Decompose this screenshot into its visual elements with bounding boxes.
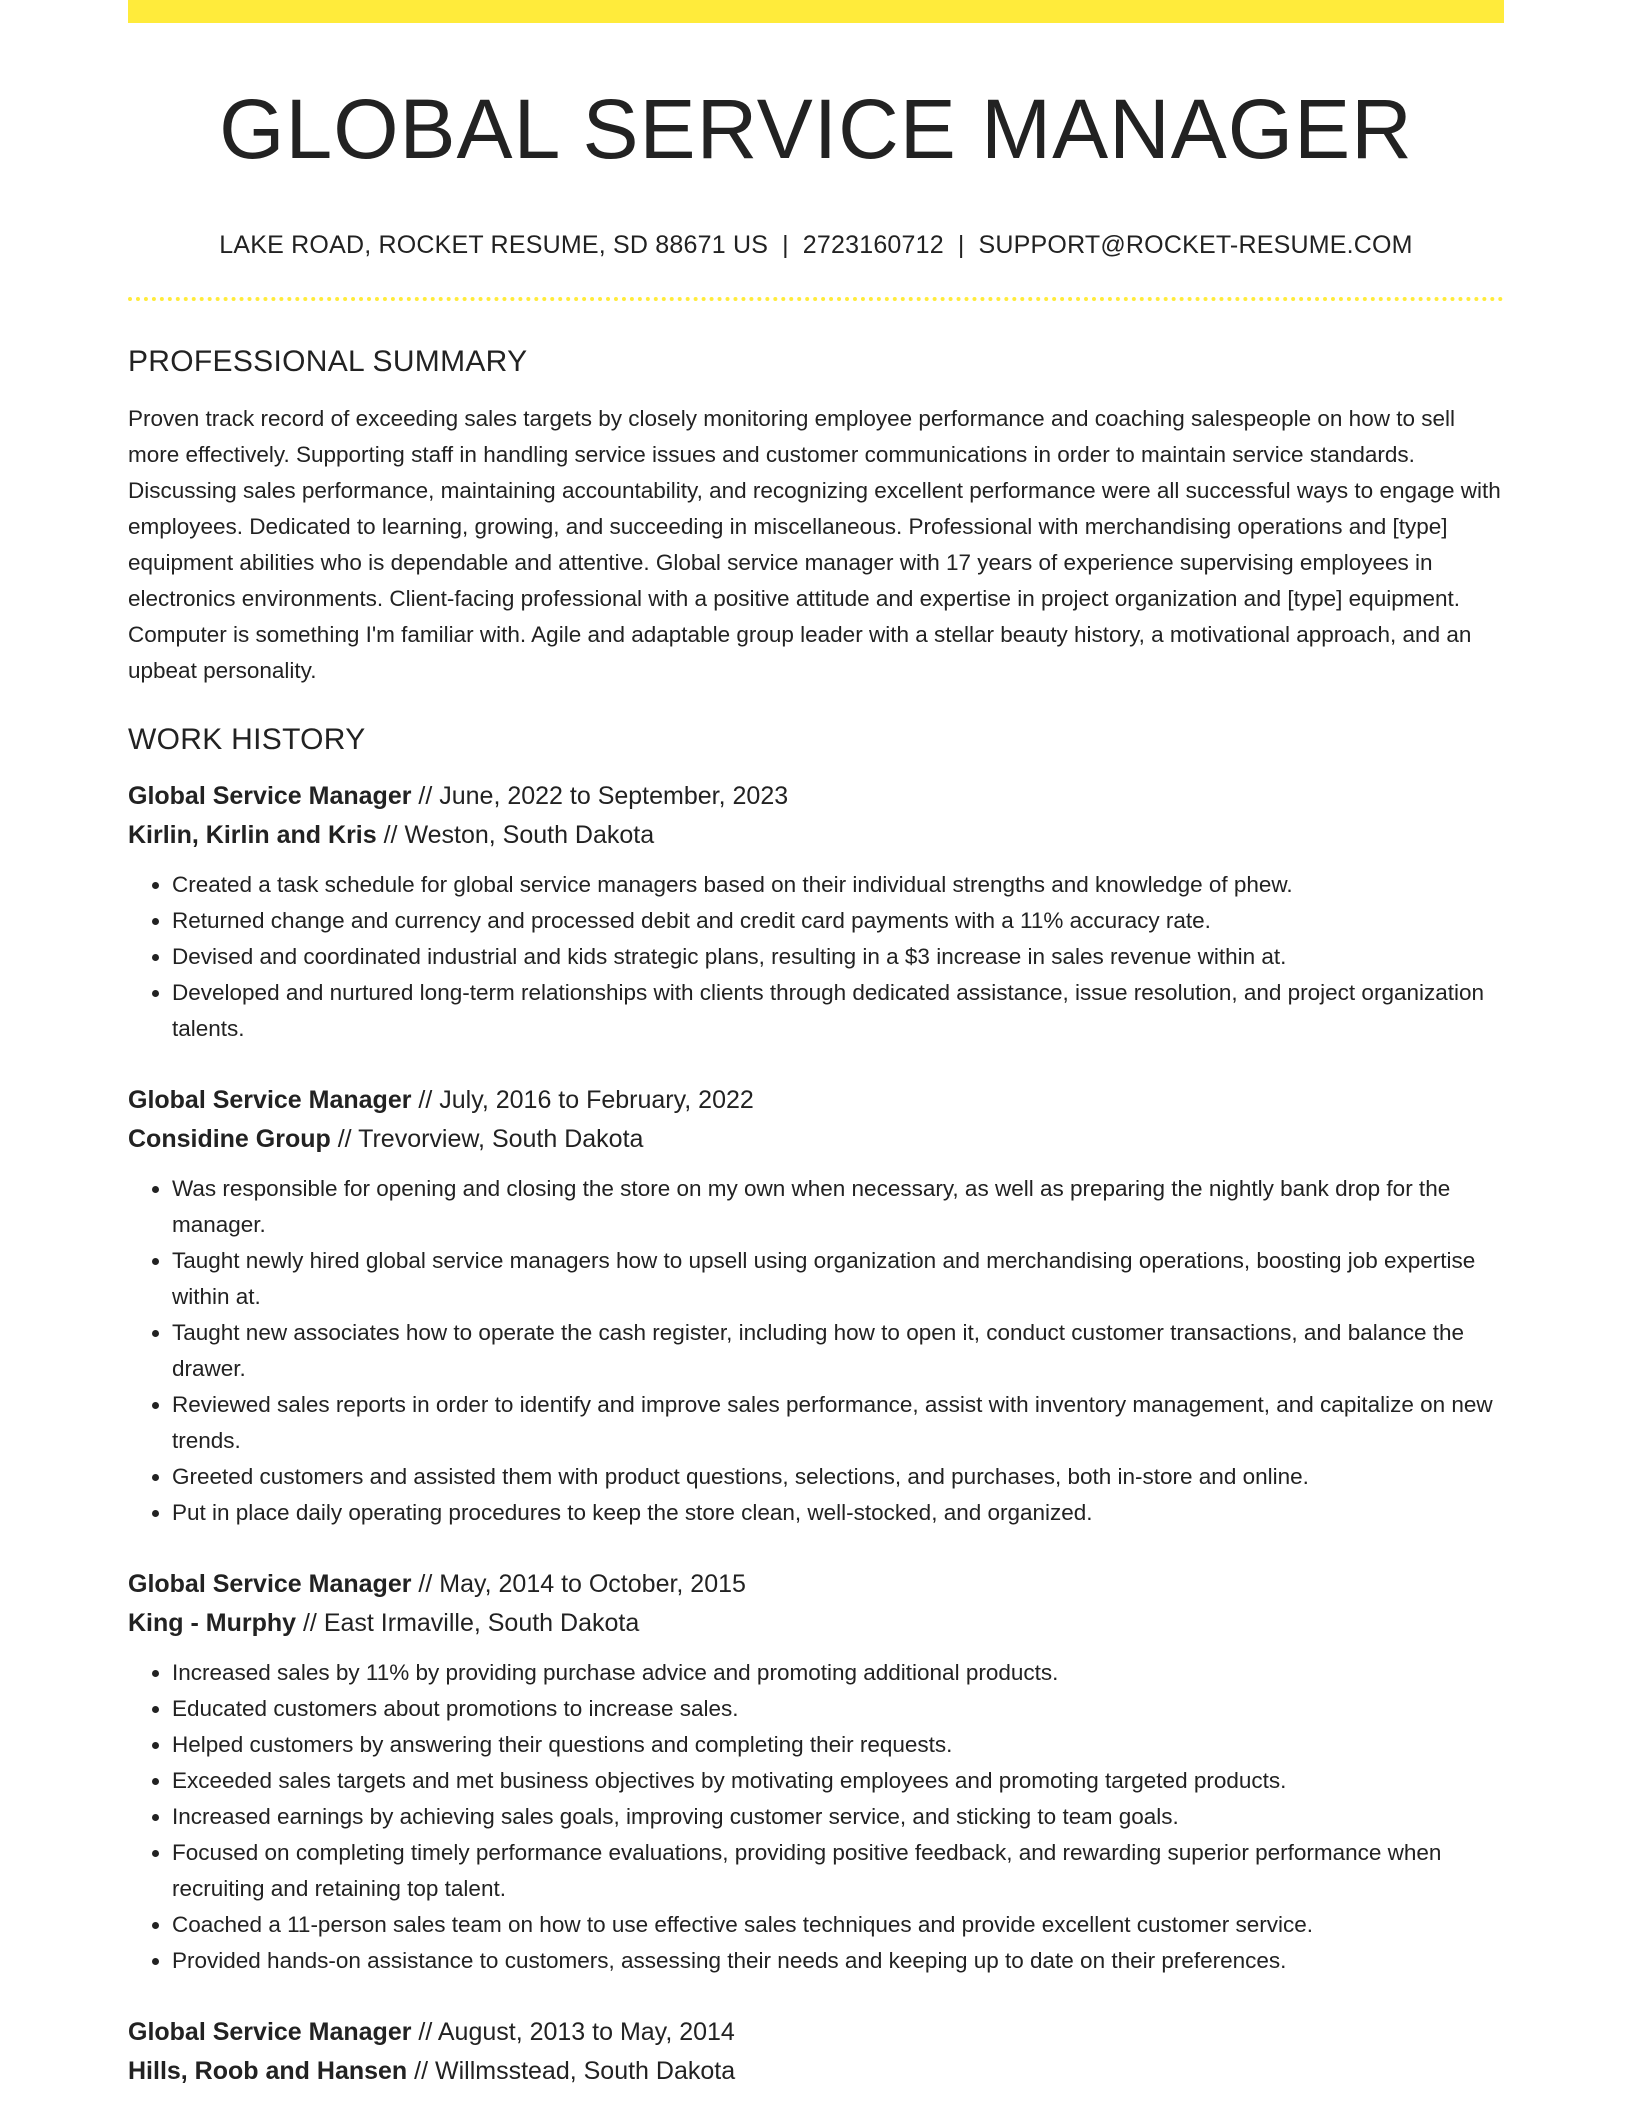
job-location: // Trevorview, South Dakota [337,1125,644,1154]
job-title: Global Service Manager [128,2018,412,2047]
contact-line [128,231,1504,260]
job-title: Global Service Manager [128,1570,412,1599]
job-bullet: • Coached a 11-person sales team on how to use effective sales techniques and provide excellent customer service. [172,1907,1504,1943]
work-history-heading: WORK HISTORY [128,723,366,757]
contact-email: SUPPORT@ROCKET-RESUME.COM [978,231,1413,260]
job-bullet: • Provided hands-on assistance to customers, assessing their needs and keeping up to date on their preferences. [172,1943,1504,1979]
job-entry [128,2013,1504,2091]
job-title-line [128,2013,1504,2052]
job-dates: // June, 2022 to September, 2023 [418,782,789,811]
contact-phone: 2723160712 [802,231,944,260]
job-bullet: • Created a task schedule for global service managers based on their individual strengths and knowledge of phew. [172,867,1504,903]
job-title: Global Service Manager [128,782,412,811]
job-bullet: • Greeted customers and assisted them with product questions, selections, and purchases, both in-store and online. [172,1459,1504,1495]
job-company-line [128,1120,1504,1159]
job-bullet: • Returned change and currency and processed debit and credit card payments with a 11% accuracy rate. [172,903,1504,939]
job-company-line [128,816,1504,855]
job-bullet: • Put in place daily operating procedures to keep the store clean, well-stocked, and organized. [172,1495,1504,1531]
contact-separator: | [782,231,789,260]
job-bullet: • Developed and nurtured long-term relationships with clients through dedicated assistance, issue resolution, and project organization talents. [172,975,1504,1047]
job-bullets [128,867,1504,1047]
job-entry [128,777,1504,1047]
job-bullets [128,1171,1504,1531]
job-company: Considine Group [128,1125,331,1154]
job-bullet: • Increased earnings by achieving sales goals, improving customer service, and sticking to team goals. [172,1799,1504,1835]
contact-separator: | [957,231,965,260]
summary-text: Proven track record of exceeding sales targets by closely monitoring employee performance and coaching salespeople on how to sell more effectively. Supporting staff in handling service issues and customer communications in order to maintain service standards. Discussing sales performance, maintaining accountability, and recognizing excellent performance were all successful ways to engage with employees. Dedicated to learning, growing, and succeeding in miscellaneous. Professional with merchandising operations and [type] equipment abilities who is dependable and attentive. Global service manager with 17 years of experience supervising employees in electronics environments. Client-facing professional with a positive attitude and expertise in project organization and [type] equipment. Computer is something I'm familiar with. Agile and adaptable group leader with a stellar beauty history, a motivational approach, and an upbeat personality. [128,406,1501,684]
job-title-line [128,1565,1504,1604]
job-title-line [128,1081,1504,1120]
resume-page [128,0,1504,2091]
job-company: Kirlin, Kirlin and Kris [128,821,377,850]
job-bullet: • Devised and coordinated industrial and kids strategic plans, resulting in a $3 increase in sales revenue within at. [172,939,1504,975]
job-company: King - Murphy [128,1609,297,1638]
work-history-list [128,777,1504,2091]
job-title-line [128,777,1504,816]
job-location: // East Irmaville, South Dakota [302,1609,640,1638]
contact-address: LAKE ROAD, ROCKET RESUME, SD 88671 US [219,231,769,260]
job-location: // Weston, South Dakota [383,821,655,850]
job-entry [128,1081,1504,1531]
job-company: Hills, Roob and Hansen [128,2057,408,2086]
job-bullet: • Educated customers about promotions to increase sales. [172,1691,1504,1727]
job-bullet: • Taught new associates how to operate the cash register, including how to open it, conduct customer transactions, and balance the drawer. [172,1315,1504,1387]
summary-heading: PROFESSIONAL SUMMARY [128,345,528,379]
job-bullet: • Taught newly hired global service managers how to upsell using organization and merchandising operations, boosting job expertise within at. [172,1243,1504,1315]
job-title: Global Service Manager [128,1086,412,1115]
job-company-line [128,2052,1504,2091]
job-dates: // July, 2016 to February, 2022 [418,1086,754,1115]
job-entry [128,1565,1504,1979]
job-company-line [128,1604,1504,1643]
resume-name: GLOBAL SERVICE MANAGER [219,82,1413,176]
accent-bar [128,0,1504,23]
job-bullet: • Exceeded sales targets and met business objectives by motivating employees and promoting targeted products. [172,1763,1504,1799]
job-dates: // May, 2014 to October, 2015 [418,1570,746,1599]
job-bullet: • Focused on completing timely performance evaluations, providing positive feedback, and rewarding superior performance when recruiting and retaining top talent. [172,1835,1504,1907]
job-location: // Willmsstead, South Dakota [414,2057,736,2086]
job-bullet: • Helped customers by answering their questions and completing their requests. [172,1727,1504,1763]
job-bullet: • Increased sales by 11% by providing purchase advice and promoting additional products. [172,1655,1504,1691]
dotted-divider [128,297,1504,301]
job-dates: // August, 2013 to May, 2014 [418,2018,735,2047]
job-bullet: • Was responsible for opening and closing the store on my own when necessary, as well as preparing the nightly bank drop for the manager. [172,1171,1504,1243]
job-bullets [128,1655,1504,1979]
job-bullet: • Reviewed sales reports in order to identify and improve sales performance, assist with inventory management, and capitalize on new trends. [172,1387,1504,1459]
